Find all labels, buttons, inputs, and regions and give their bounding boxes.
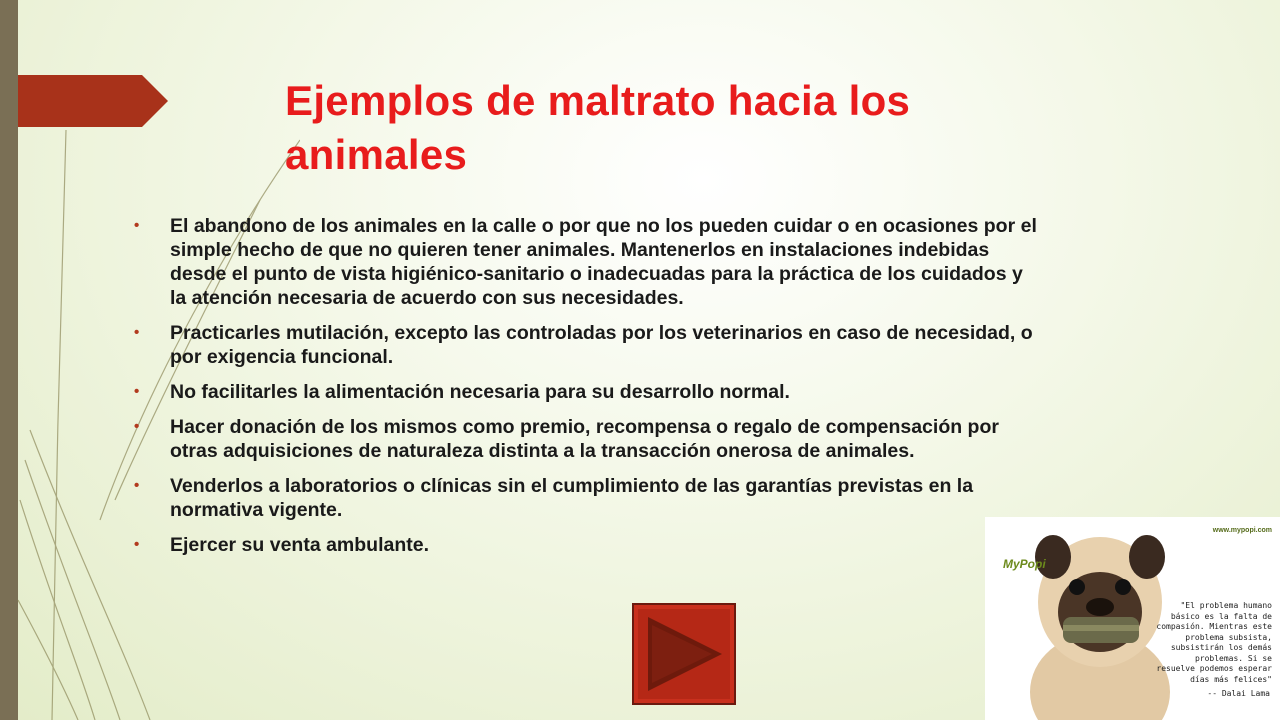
bullet-text: No facilitarles la alimentación necesaria para su desarrollo normal. [170,381,790,403]
bullet-text: Hacer donación de los mismos como premio, recompensa o regalo de compensación por otras adquisiciones de naturaleza distinta a la transacción onerosa de animales. [170,416,999,462]
bullet-text: Ejercer su venta ambulante. [170,534,430,556]
bullet-list [132,214,1037,568]
play-triangle-icon [634,605,734,703]
list-item [132,214,1037,310]
mypopi-logo: MyPopi [1003,557,1046,571]
slide-title: Ejemplos de maltrato hacia los animales [285,77,911,178]
bullet-icon: • [134,217,140,234]
bullet-icon: • [134,324,140,341]
dalai-lama-quote: "El problema humano básico es la falta de compasión. Mientras este problema subsista, subsistirán los demás problemas. Si se resuelve podemos esperar días más felices" [1156,601,1272,684]
pug-quote-image [985,517,1280,720]
image-url-text: www.mypopi.com [1212,527,1272,534]
list-item [132,474,1037,522]
bullet-icon: • [134,383,140,400]
arrow-banner-icon [18,75,168,127]
play-button[interactable] [632,603,736,705]
bullet-text: Practicarles mutilación, excepto las controladas por los veterinarios en caso de necesidad, o por exigencia funcional. [170,322,1033,368]
quote-author: -- Dalai Lama [1207,689,1270,698]
bullet-text: Venderlos a laboratorios o clínicas sin el cumplimiento de las garantías previstas en la normativa vigente. [170,475,974,521]
bullet-text: El abandono de los animales en la calle o por que no los pueden cuidar o en ocasiones por el simple hecho de que no quieren tener animales. Mantenerlos en instalaciones indebidas desde el punto de vista higiénico-sanitario o inadecuadas para la práctica de los cuidados y la atención necesaria de acuerdo con sus necesidades. [170,215,1037,309]
list-item [132,533,1037,557]
list-item [132,415,1037,463]
bullet-icon: • [134,536,140,553]
list-item [132,321,1037,369]
list-item [132,380,1037,404]
bullet-icon: • [134,477,140,494]
bullet-icon: • [134,418,140,435]
